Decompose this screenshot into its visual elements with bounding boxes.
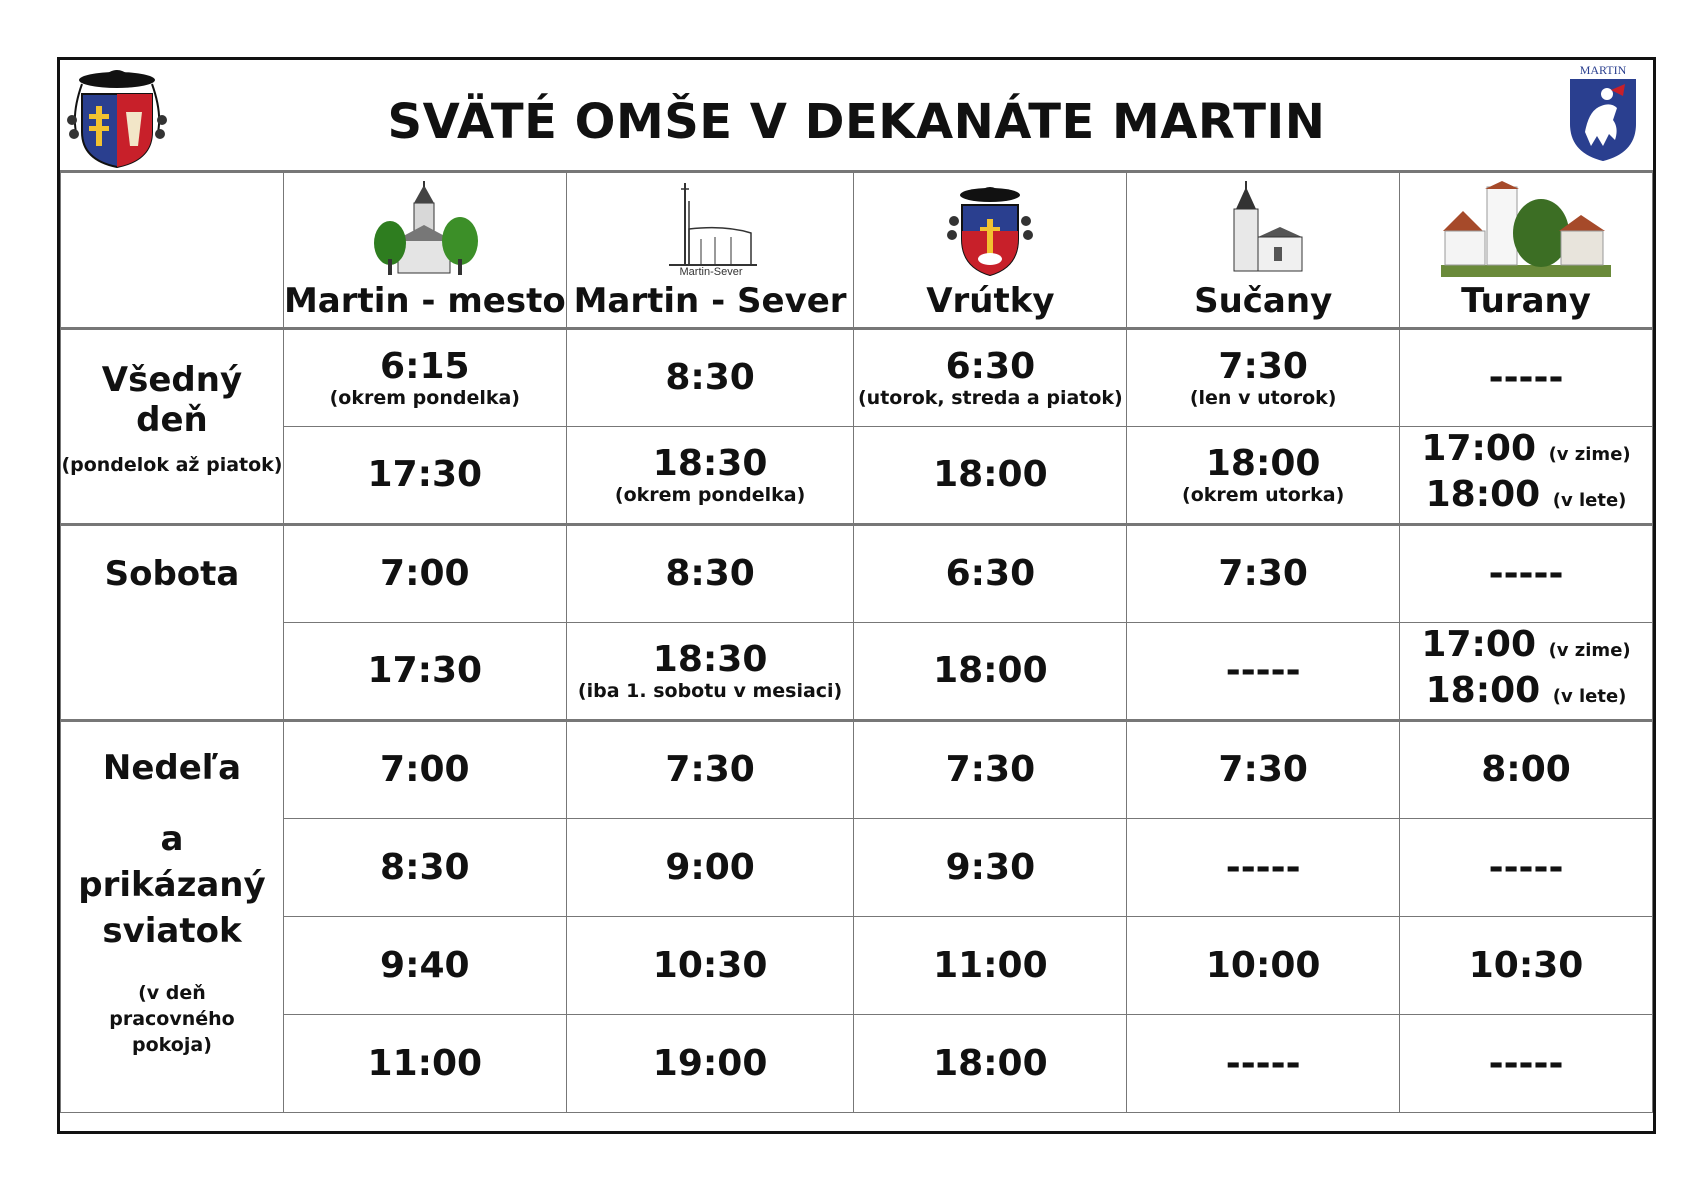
mass-time: 9:40 (380, 944, 470, 986)
church-name: Sučany (1194, 281, 1333, 321)
mass-time: 18:00 (1425, 670, 1541, 711)
sunday-row-1 (61, 721, 1653, 819)
weekday-row-2 (61, 427, 1653, 525)
mass-time: ----- (1225, 650, 1301, 691)
saturday-row-1 (61, 525, 1653, 623)
time-cell (1400, 427, 1653, 525)
time-cell (566, 623, 854, 721)
time-cell (1127, 525, 1400, 623)
sunday-row-3 (61, 917, 1653, 1015)
time-cell (283, 427, 566, 525)
sunday-row-2 (61, 819, 1653, 917)
church-name: Martin - mesto (283, 281, 566, 321)
mass-time: 7:00 (380, 749, 470, 790)
mass-time: 8:30 (665, 553, 755, 594)
time-cell (566, 1015, 854, 1113)
time-cell (854, 819, 1127, 917)
mass-time: 7:30 (1218, 346, 1308, 387)
season-note: (v lete) (1552, 686, 1627, 707)
mass-time: 18:00 (1205, 443, 1321, 484)
time-cell (854, 1015, 1127, 1113)
mass-time: 17:30 (367, 454, 483, 495)
time-cell (1400, 917, 1653, 1015)
mass-time: 18:00 (933, 650, 1048, 691)
season-note: (v zime) (1548, 640, 1631, 661)
weekday-row-1 (61, 329, 1653, 427)
church-header-sucany (1127, 171, 1400, 329)
mass-note: (iba 1. sobotu v mesiaci) (577, 680, 843, 702)
mass-time: 9:00 (665, 846, 755, 888)
mass-time: 17:00 (1421, 624, 1537, 665)
time-cell (1400, 525, 1653, 623)
time-cell (566, 819, 854, 917)
mass-time: 6:15 (380, 346, 470, 387)
time-cell (1400, 1015, 1653, 1113)
time-cell (1127, 623, 1400, 721)
section-title: Všedný deň (101, 360, 243, 440)
mass-note: (len v utorok) (1189, 387, 1337, 409)
parish-crest-icon (940, 181, 1040, 277)
church-tower-icon (1218, 181, 1308, 277)
time-cell (1127, 721, 1400, 819)
mass-schedule-table (60, 170, 1653, 1113)
church-header-martin-sever (566, 171, 854, 329)
mass-time: 10:30 (1468, 944, 1584, 986)
time-cell (1127, 819, 1400, 917)
time-cell (1127, 917, 1400, 1015)
mass-time: 18:00 (933, 1042, 1048, 1084)
section-subtitle: (pondelok až piatok) (61, 454, 283, 476)
mass-time: 11:00 (367, 1042, 483, 1084)
time-cell (1400, 329, 1653, 427)
mass-time: ----- (1488, 357, 1564, 398)
mass-time: 18:30 (652, 443, 768, 484)
mass-time: 7:30 (1218, 749, 1308, 790)
mass-time: 7:30 (945, 749, 1036, 790)
mass-time: 18:00 (1425, 474, 1541, 515)
mass-time: ----- (1225, 1042, 1301, 1084)
mass-time: ----- (1225, 846, 1301, 888)
mass-time: 8:00 (1481, 749, 1571, 790)
mass-time-season (1400, 475, 1652, 521)
section-label-sunday (61, 721, 284, 1113)
church-name: Martin - Sever (573, 281, 847, 321)
time-cell (283, 1015, 566, 1113)
time-cell (283, 525, 566, 623)
time-cell (854, 329, 1127, 427)
time-cell (566, 525, 854, 623)
time-cell (1400, 721, 1653, 819)
mass-time: 19:00 (652, 1042, 768, 1084)
mass-time: 8:30 (380, 846, 470, 888)
section-title: Sobota (104, 554, 240, 594)
church-name: Vrútky (926, 281, 1055, 321)
mass-time-season (1400, 429, 1652, 475)
mass-time: 8:30 (665, 357, 755, 398)
mass-time: 17:30 (367, 650, 483, 691)
time-cell (1127, 329, 1400, 427)
mass-time: 17:00 (1421, 428, 1537, 469)
time-cell (854, 427, 1127, 525)
mass-time: 7:30 (665, 749, 755, 790)
time-cell (1400, 623, 1653, 721)
season-note: (v lete) (1552, 490, 1627, 511)
crest-caption: MARTIN (1579, 63, 1627, 77)
section-subtitle: (v deň pracovného pokoja) (109, 982, 235, 1056)
church-header-martin-mesto (283, 171, 566, 329)
section-title: Nedeľa (102, 748, 242, 788)
time-cell (854, 525, 1127, 623)
time-cell (283, 819, 566, 917)
time-cell (566, 329, 854, 427)
season-note: (v zime) (1548, 444, 1631, 465)
time-cell (566, 427, 854, 525)
mass-time: 10:00 (1205, 944, 1321, 986)
church-name: Turany (1461, 281, 1591, 321)
church-icon-caption: Martin-Sever (679, 266, 743, 277)
title-bar (60, 60, 1653, 173)
mass-time: 11:00 (933, 944, 1048, 986)
mass-note: (okrem pondelka) (614, 484, 806, 506)
section-label-saturday (61, 525, 284, 721)
mass-time: 18:30 (652, 639, 768, 680)
church-photo-icon (1441, 181, 1611, 277)
city-martin-crest-icon (1567, 62, 1639, 162)
time-cell (283, 721, 566, 819)
time-cell (1127, 1015, 1400, 1113)
mass-time: 6:30 (945, 346, 1036, 387)
section-title-2: a prikázaný sviatok (78, 819, 266, 951)
mass-time: 9:30 (945, 846, 1036, 888)
mass-time: ----- (1488, 553, 1564, 594)
mass-note: (okrem pondelka) (329, 387, 520, 409)
schedule-frame (57, 57, 1656, 1134)
mass-time: ----- (1488, 846, 1564, 888)
time-cell (854, 721, 1127, 819)
sunday-row-4 (61, 1015, 1653, 1113)
time-cell (283, 329, 566, 427)
mass-time: 6:30 (945, 553, 1036, 594)
church-header-vrutky (854, 171, 1127, 329)
mass-time-season (1400, 625, 1652, 671)
time-cell (854, 623, 1127, 721)
section-label-weekday (61, 329, 284, 525)
time-cell (1400, 819, 1653, 917)
mass-time: 10:30 (652, 944, 768, 986)
empty-corner-cell (61, 171, 284, 329)
mass-note: (utorok, streda a piatok) (857, 387, 1123, 409)
page-title: SVÄTÉ OMŠE V DEKANÁTE MARTIN (387, 94, 1326, 150)
time-cell (566, 917, 854, 1015)
mass-time-season (1400, 671, 1652, 717)
modern-church-icon (655, 181, 765, 277)
mass-note: (okrem utorka) (1182, 484, 1345, 506)
mass-time: 7:30 (1218, 553, 1308, 594)
time-cell (1127, 427, 1400, 525)
time-cell (283, 917, 566, 1015)
time-cell (566, 721, 854, 819)
saturday-row-2 (61, 623, 1653, 721)
church-with-trees-icon (370, 181, 480, 277)
church-header-turany (1400, 171, 1653, 329)
time-cell (283, 623, 566, 721)
time-cell (854, 917, 1127, 1015)
mass-time: 18:00 (933, 454, 1048, 495)
mass-time: 7:00 (380, 553, 470, 594)
mass-time: ----- (1488, 1042, 1564, 1084)
church-header-row (61, 171, 1653, 329)
